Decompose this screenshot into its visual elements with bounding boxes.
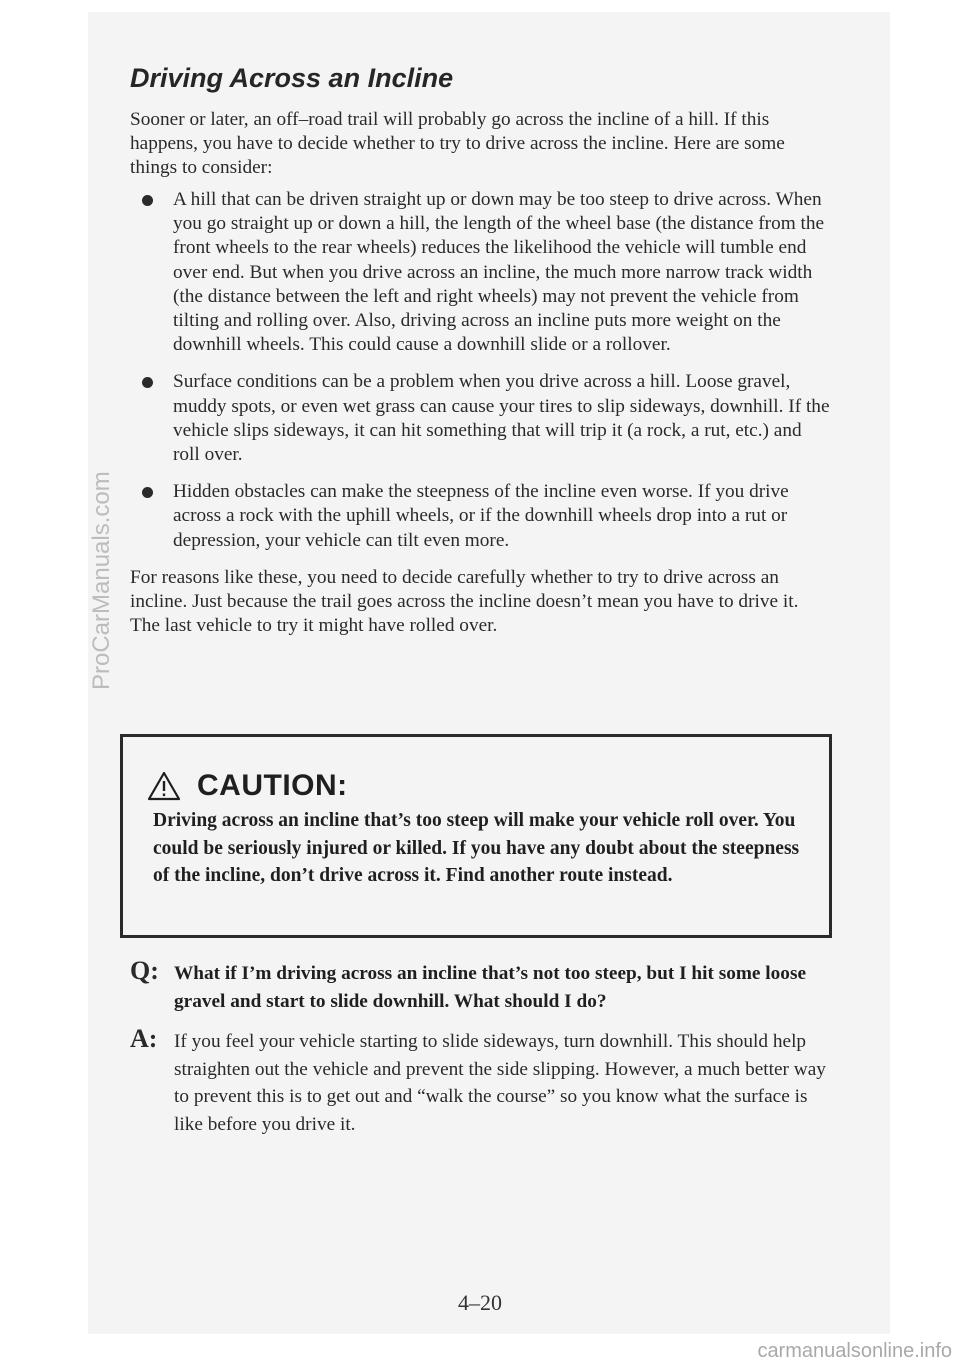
caution-label: CAUTION: bbox=[197, 769, 348, 802]
question-text: What if I’m driving across an incline that’s not too steep, but I hit some loose gravel and start to slide downhill. What should I do? bbox=[174, 963, 807, 1012]
section-title: Driving Across an Incline bbox=[130, 63, 454, 93]
list-item-text: Hidden obstacles can make the steepness of the incline even worse. If you drive across a rock with the uphill wheels, or if the downhill wheels drop into a rut or depression, your vehicle can tilt even more. bbox=[173, 481, 789, 551]
answer-mark-label: A: bbox=[130, 1024, 158, 1053]
list-item-text: Surface conditions can be a problem when you drive across a hill. Loose gravel, muddy spots, or even wet grass can cause your tires to slip sideways, downhill. If the vehicle slips sideways, it can hit something that will trip it (a rock, a rut, etc.) and roll over. bbox=[173, 371, 830, 466]
caution-header bbox=[147, 769, 348, 803]
conclusion-paragraph: For reasons like these, you need to decide carefully whether to try to drive across an incline. Just because the trail goes across the incline doesn’t mean you have to drive it. The last vehicle to try it might have rolled over. bbox=[130, 566, 799, 636]
list-item bbox=[130, 480, 830, 553]
answer-text: If you feel your vehicle starting to slide sideways, turn downhill. This should help straighten out the vehicle and prevent the side slipping. However, a much better way to prevent this is to get out and “walk the course” so you know what the surface is like before you drive it. bbox=[174, 1031, 826, 1135]
caution-box bbox=[120, 734, 832, 938]
bullet-icon bbox=[142, 377, 153, 388]
bottom-watermark: carmanualsonline.info bbox=[757, 1340, 952, 1362]
intro-paragraph: Sooner or later, an off–road trail will probably go across the incline of a hill. If this happens, you have to decide whether to try to drive across the incline. Here are some things to consider: bbox=[130, 109, 785, 178]
section-content bbox=[130, 58, 830, 638]
answer-block bbox=[130, 1024, 830, 1138]
list-item-text: A hill that can be driven straight up or down may be too steep to drive across. When you go straight up or down a hill, the length of the wheel base (the distance from the front wheels to the rear wheels) reduces the likelihood the vehicle will tumble end over end. But when you drive across an incline, the much more narrow track width (the distance between the left and right wheels) may not prevent the vehicle from tilting and rolling over. Also, driving across an incline puts more weight on the downhill wheels. This could cause a downhill slide or a rollover. bbox=[173, 189, 825, 356]
caution-text: Driving across an incline that’s too steep will make your vehicle roll over. You could be seriously injured or killed. If you have any doubt about the steepness of the incline, don’t drive across it. Find another route instead. bbox=[153, 810, 800, 886]
list-item bbox=[130, 188, 830, 357]
question-block bbox=[130, 956, 830, 1015]
considerations-list bbox=[130, 188, 830, 553]
page-number: 4–20 bbox=[458, 1290, 502, 1315]
warning-triangle-icon bbox=[147, 771, 181, 801]
bullet-icon bbox=[142, 195, 153, 206]
question-mark-label: Q: bbox=[130, 956, 159, 985]
side-watermark: ProCarManuals.com bbox=[88, 471, 115, 690]
bullet-icon bbox=[142, 487, 153, 498]
list-item bbox=[130, 370, 830, 467]
